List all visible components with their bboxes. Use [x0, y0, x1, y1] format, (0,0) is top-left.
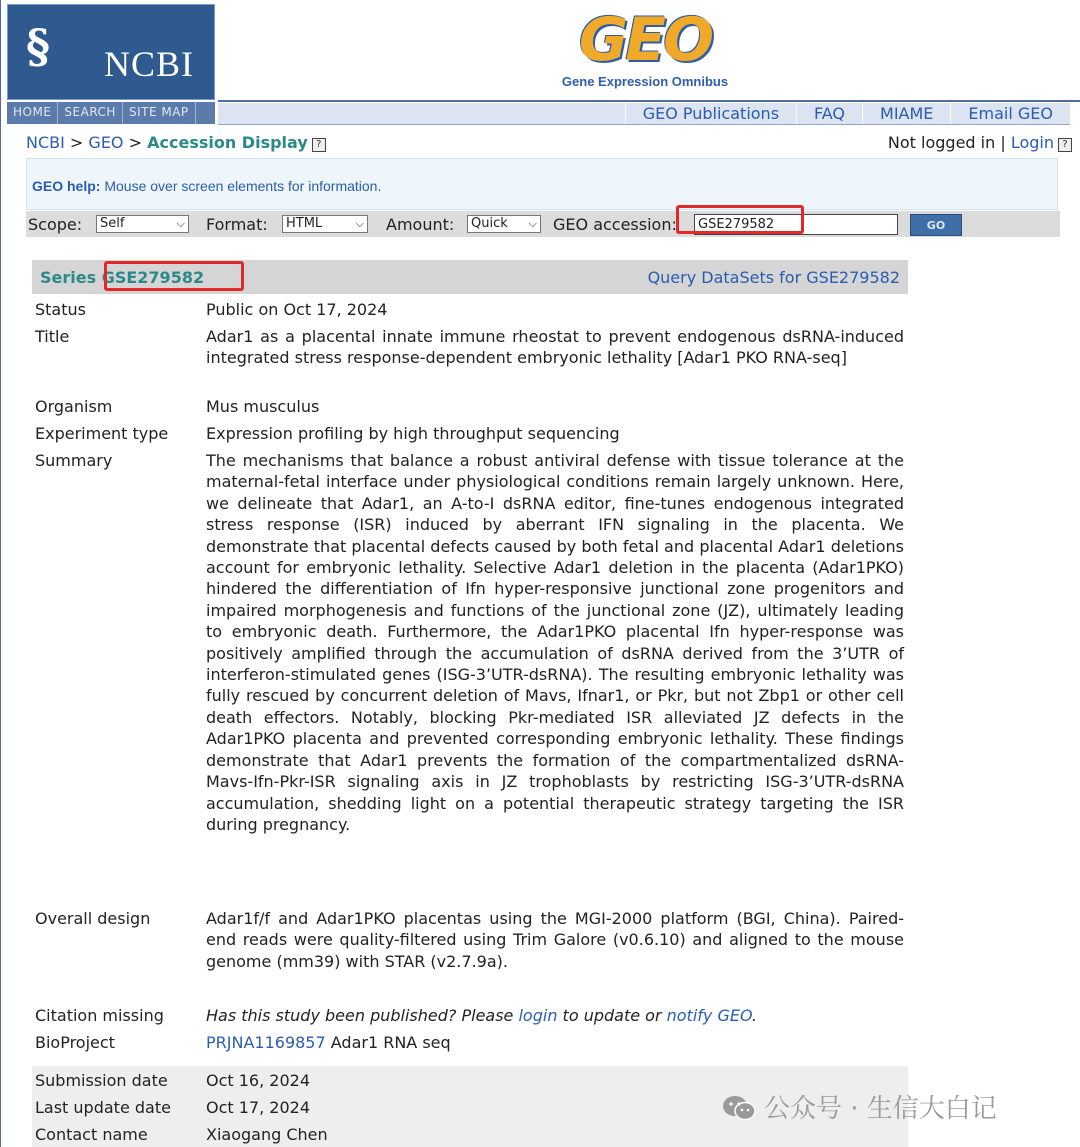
breadcrumb-separator: > [123, 133, 148, 152]
scope-label: Scope: [28, 215, 83, 234]
wechat-icon [722, 1095, 756, 1121]
geo-logo[interactable] [540, 5, 750, 100]
geo-subtitle: Gene Expression Omnibus [561, 74, 729, 89]
breadcrumb-current: Accession Display [147, 133, 308, 152]
ncbi-logo-text: NCBI [104, 44, 195, 84]
nav-miame[interactable]: MIAME [862, 103, 950, 124]
format-value: HTML [286, 216, 323, 231]
format-label: Format: [206, 215, 268, 234]
watermark-text: 公众号 · 生信大白记 [764, 1094, 997, 1124]
geo-help-box [26, 158, 1058, 210]
chevron-down-icon: ⌵ [528, 217, 537, 230]
ncbi-helix-icon: § [26, 19, 51, 73]
nav-faq[interactable]: FAQ [796, 103, 862, 124]
breadcrumb [26, 133, 326, 152]
field-label: Experiment type [35, 424, 169, 443]
go-button[interactable]: GO [910, 214, 962, 236]
amount-value: Quick [471, 216, 508, 231]
field-label: BioProject [35, 1033, 115, 1052]
series-accession[interactable]: GSE279582 [101, 268, 205, 287]
header-divider [218, 100, 1080, 102]
nav-geo-publications[interactable]: GEO Publications [625, 103, 796, 124]
summary-value: The mechanisms that balance a robust antiviral defense with tissue tolerance at the maternal-fetal interface under physiological conditions remain largely unknown. Here, we delineate that Adar1, an A-to-I dsRNA editor, fine-tunes endogenous integrated stress response (ISR) induced by aberrant IFN signaling in the placenta. We demonstrate that placental defects caused by both fetal and placental Adar1 deletions account for embryonic lethality. Selective Adar1 deletion in the placenta (Adar1PKO) hindered the differentiation of Ifn hyper-responsive junctional zone progenitors and impaired morphogenesis and functions of the junctional zone (JZ), ultimately leading to embryonic death. Furthermore, the Adar1PKO placental Ifn hyper-response was positively amplified through the accumulation of dsRNA derived from the 3’UTR of interferon-stimulated genes (ISG-3’UTR-dsRNA). The resulting embryonic lethality was fully rescued by concurrent deletion of Mavs, Ifnar1, or Pkr, but not Zbp1 or other cell death effectors. Notably, blocking Pkr-mediated ISR alleviated JZ defects in the Adar1PKO placenta and prevented corresponding embryonic lethality. These findings demonstrate that Adar1 prevents the formation of the compartmentalized dsRNA-Mavs-Ifn-Pkr-ISR signaling axis in JZ trophoblasts by restricting ISG-3’UTR-dsRNA accumulation, shedding light on a potential therapeutic strategy targeting the ISR during pregnancy. [206, 451, 904, 834]
field-label: Overall design [35, 909, 151, 928]
field-label: Contact name [35, 1125, 148, 1144]
bioproject-link[interactable]: PRJNA1169857 [206, 1033, 326, 1052]
login-status: Not logged in [887, 133, 996, 152]
field-label: Organism [35, 397, 113, 416]
field-label: Summary [35, 451, 113, 470]
geo-help-label: GEO help: [32, 178, 101, 194]
breadcrumb-ncbi[interactable]: NCBI [26, 133, 65, 152]
login-link[interactable]: Login [1010, 133, 1054, 152]
field-label: Title [35, 327, 70, 346]
field-label: Submission date [35, 1071, 168, 1090]
accession-search-bar [26, 211, 1060, 237]
query-datasets-link[interactable]: Query DataSets for GSE279582 [647, 268, 900, 287]
help-icon[interactable]: ? [1058, 138, 1072, 152]
accession-input[interactable]: GSE279582 [694, 214, 898, 235]
watermark [722, 1088, 997, 1125]
citation-text: to update or [557, 1006, 667, 1025]
bioproject-value [206, 1032, 904, 1053]
scope-select[interactable] [96, 215, 189, 233]
citation-text: Has this study been published? Please [206, 1006, 519, 1025]
amount-label: Amount: [386, 215, 455, 234]
nav-home[interactable]: HOME [7, 102, 58, 124]
login-area [888, 133, 1072, 152]
nav-site-map[interactable]: SITE MAP [123, 102, 196, 124]
right-nav [218, 103, 1070, 125]
highlight-box-series [101, 261, 244, 291]
chevron-down-icon: ⌵ [176, 217, 185, 230]
amount-select[interactable] [467, 215, 541, 233]
submission-date-value: Oct 16, 2024 [206, 1071, 310, 1090]
field-label: Citation missing [35, 1006, 164, 1025]
citation-text: . [751, 1006, 758, 1025]
series-label: Series [40, 268, 102, 287]
geo-help-text [32, 178, 381, 194]
title-value: Adar1 as a placental innate immune rheostat to prevent endogenous dsRNA-induced integrated stress response-dependent embryonic lethality [Adar1 PKO RNA-seq] [206, 327, 904, 368]
highlight-box-accession [676, 205, 804, 234]
bioproject-name: Adar1 RNA seq [325, 1033, 451, 1052]
left-nav [7, 102, 215, 124]
notify-geo-link[interactable]: notify GEO [666, 1006, 752, 1025]
citation-value [206, 1005, 904, 1026]
chevron-down-icon: ⌵ [355, 217, 364, 230]
nav-email-geo[interactable]: Email GEO [950, 103, 1070, 124]
nav-search[interactable]: SEARCH [58, 102, 123, 124]
breadcrumb-separator: > [64, 133, 89, 152]
breadcrumb-geo[interactable]: GEO [88, 133, 124, 152]
help-icon[interactable]: ? [312, 138, 326, 152]
experiment-type-value: Expression profiling by high throughput sequencing [206, 424, 620, 443]
geo-logo-text: GEO [578, 5, 712, 75]
scope-value: Self [100, 216, 125, 231]
login-separator: | [995, 133, 1011, 152]
geo-help-message: Mouse over screen elements for information. [100, 178, 382, 194]
citation-login-link[interactable]: login [518, 1006, 558, 1025]
overall-design-value: Adar1f/f and Adar1PKO placentas using the MGI-2000 platform (BGI, China). Paired-end reads were quality-filtered using Trim Galore (v0.6.10) and aligned to the mouse genome (mm39) with STAR (v2.7.9a). [206, 909, 904, 971]
status-value: Public on Oct 17, 2024 [206, 300, 388, 319]
format-select[interactable] [282, 215, 368, 233]
field-label: Status [35, 300, 86, 319]
ncbi-logo[interactable] [7, 4, 215, 100]
contact-value: Xiaogang Chen [206, 1125, 328, 1144]
organism-link[interactable]: Mus musculus [206, 397, 320, 416]
field-label: Last update date [35, 1098, 171, 1117]
accession-label: GEO accession: [553, 215, 677, 234]
last-update-value: Oct 17, 2024 [206, 1098, 310, 1117]
